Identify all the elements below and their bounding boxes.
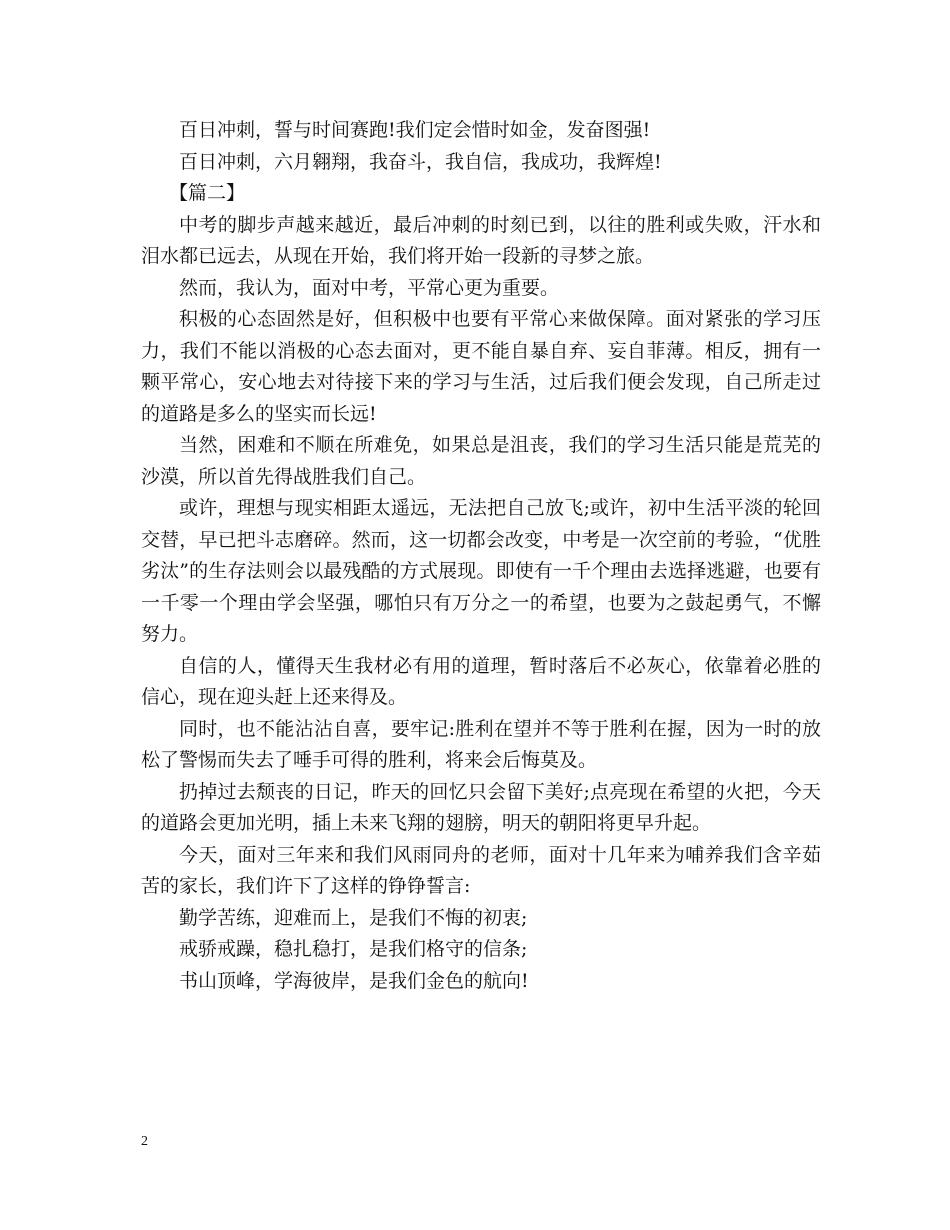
paragraph: 戒骄戒躁，稳扎稳打，是我们格守的信条; [179, 938, 528, 960]
paragraph: 同时，也不能沾沾自喜，要牢记:胜利在望并不等于胜利在握，因为一时的放松了警惕而失去了唾手可得的胜利，将来会后悔莫及。 [141, 717, 821, 771]
paragraph: 勤学苦练，迎难而上，是我们不悔的初衷; [179, 906, 528, 929]
document-body [141, 115, 821, 997]
paragraph: 自信的人，懂得天生我材必有用的道理，暂时落后不必灰心，依靠着必胜的信心，现在迎头赶上还来得及。 [141, 654, 821, 708]
paragraph: 百日冲刺，六月翱翔，我奋斗，我自信，我成功，我辉煌! [179, 150, 662, 173]
paragraph: 今天，面对三年来和我们风雨同舟的老师，面对十几年来为哺养我们含辛茹苦的家长，我们许下了这样的铮铮誓言: [141, 843, 821, 897]
paragraph: 当然，困难和不顺在所难免，如果总是沮丧，我们的学习生活只能是荒芜的沙漠，所以首先得战胜我们自己。 [141, 434, 821, 488]
paragraph: 中考的脚步声越来越近，最后冲刺的时刻已到，以往的胜利或失败，汗水和泪水都已远去，从现在开始，我们将开始一段新的寻梦之旅。 [141, 213, 821, 267]
paragraph: 书山顶峰，学海彼岸，是我们金色的航向! [179, 969, 529, 992]
paragraph: 积极的心态固然是好，但积极中也要有平常心来做保障。面对紧张的学习压力，我们不能以消极的心态去面对，更不能自暴自弃、妄自菲薄。相反，拥有一颗平常心，安心地去对待接下来的学习与生活，过后我们便会发现，自己所走过的道路是多么的坚实而长远! [141, 308, 821, 425]
paragraph: 扔掉过去颓丧的日记，昨天的回忆只会留下美好;点亮现在希望的火把，今天的道路会更加光明，插上未来飞翔的翅膀，明天的朝阳将更早升起。 [141, 780, 821, 834]
paragraph: 然而，我认为，面对中考，平常心更为重要。 [179, 276, 560, 299]
paragraph: 或许，理想与现实相距太遥远，无法把自己放飞;或许，初中生活平淡的轮回交替，早已把斗志磨碎。然而，这一切都会改变，中考是一次空前的考验，“优胜劣汰”的生存法则会以最残酷的方式展现。即使有一千个理由去选择逃避，也要有一千零一个理由学会坚强，哪怕只有万分之一的希望，也要为之鼓起勇气，不懈努力。 [141, 497, 821, 645]
paragraph: 百日冲刺，誓与时间赛跑!我们定会惜时如金，发奋图强! [179, 119, 651, 141]
section-heading: 【篇二】 [169, 182, 246, 204]
page-number: 2 [141, 1134, 148, 1149]
